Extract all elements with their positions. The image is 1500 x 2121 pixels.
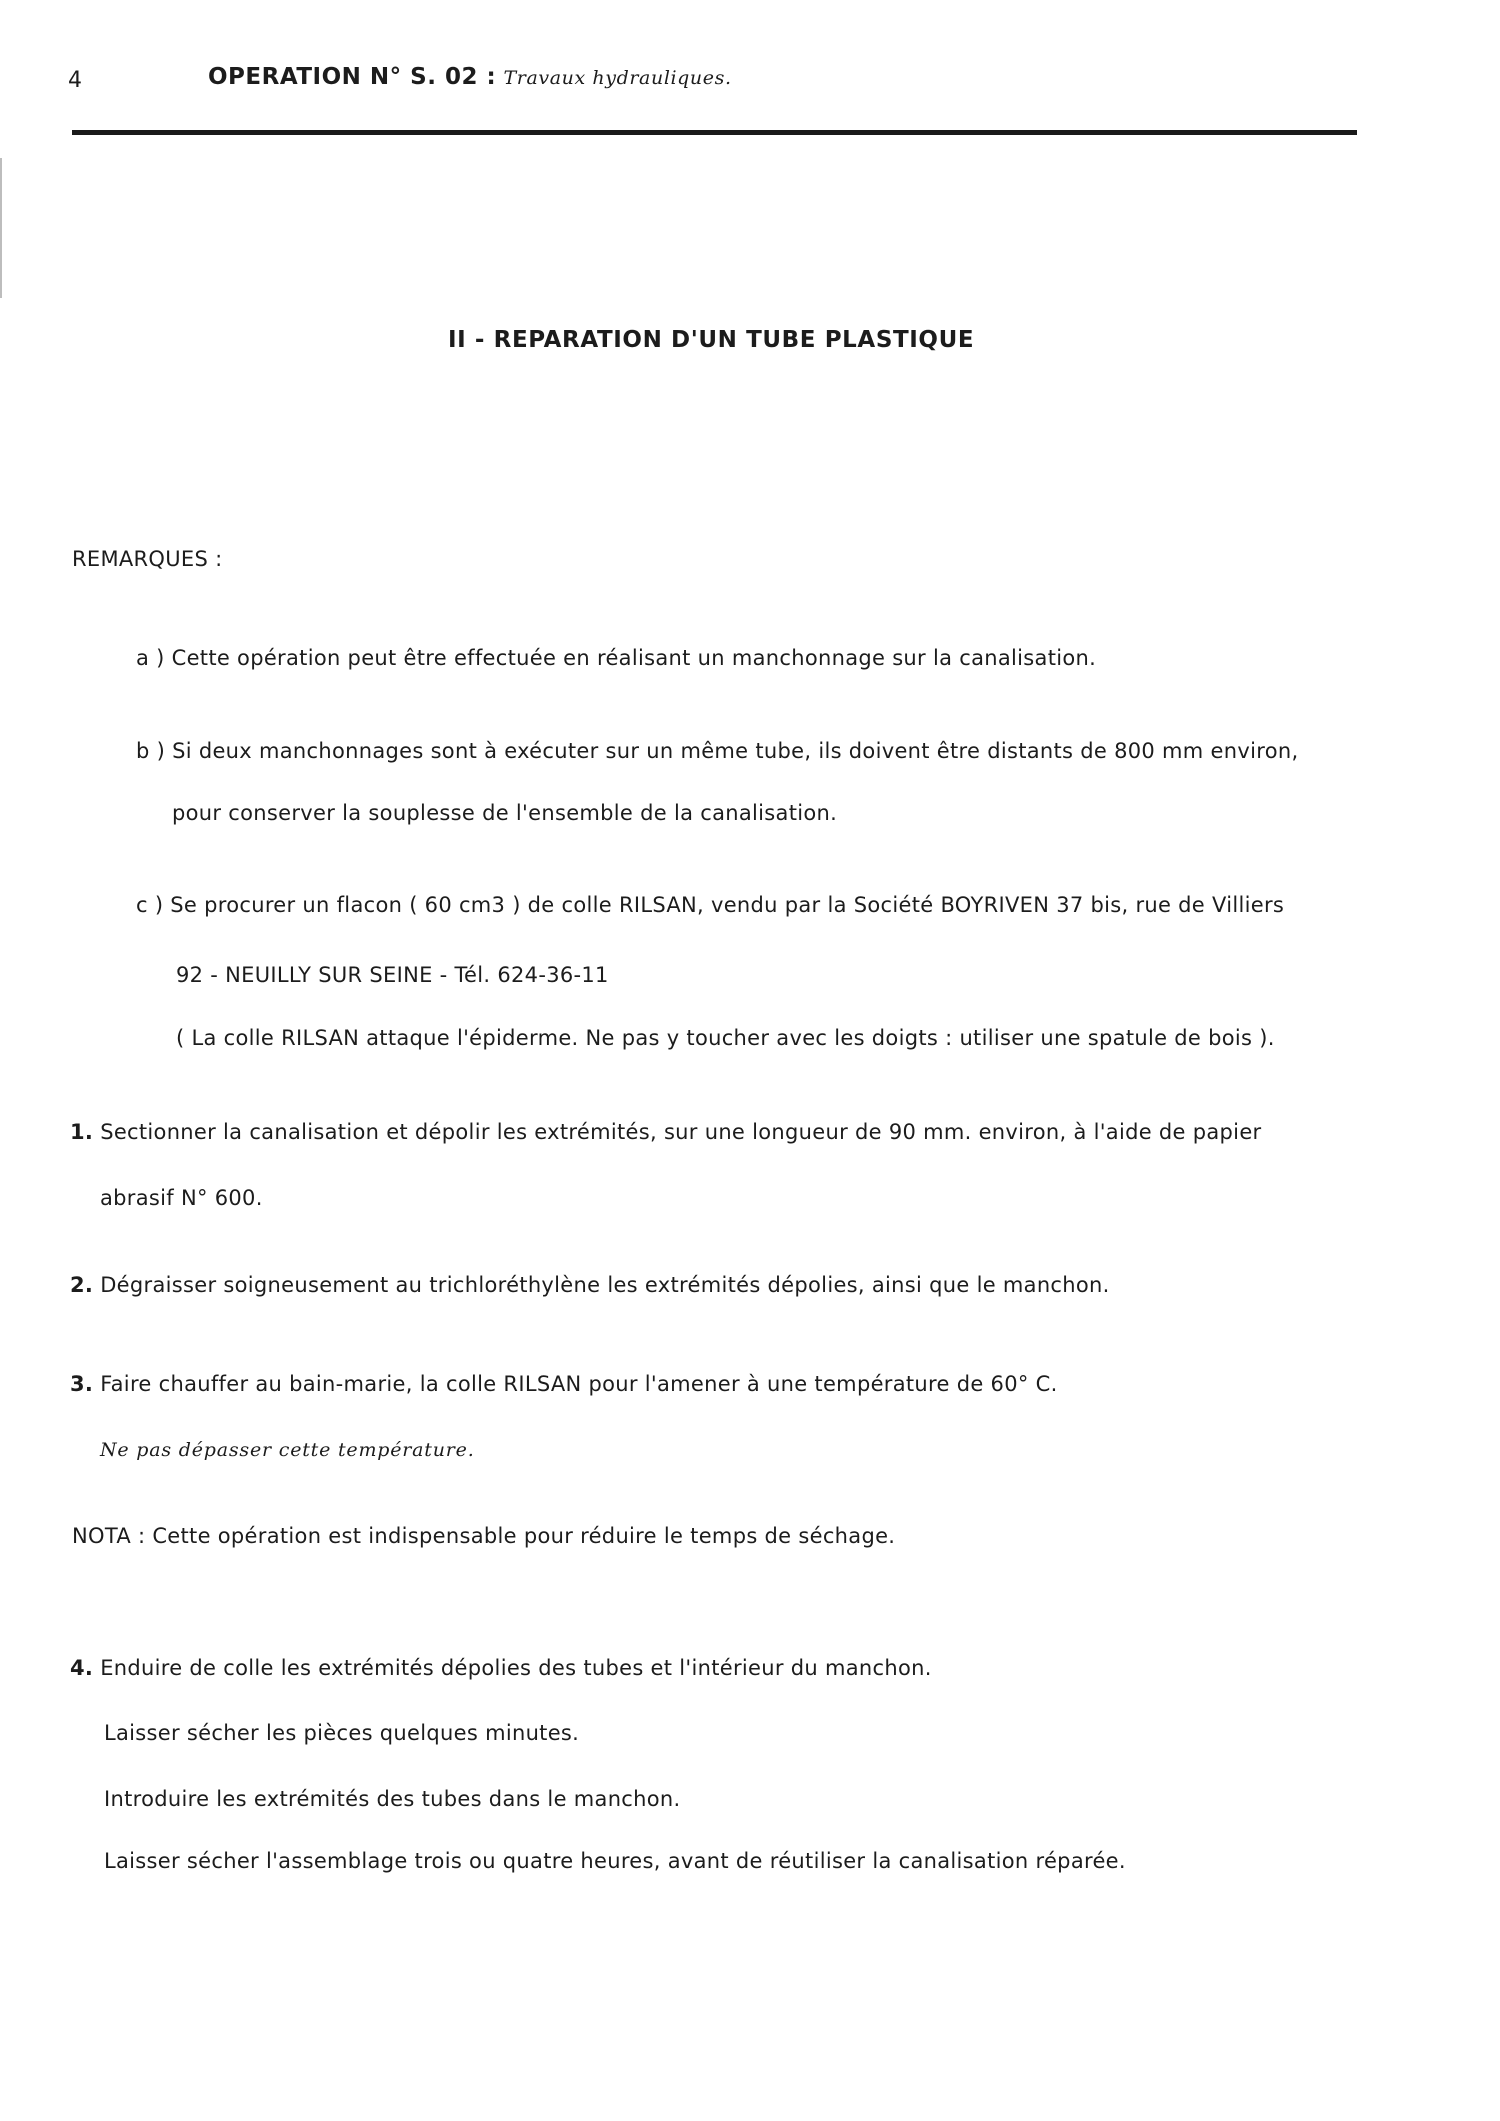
step-4-line3: Introduire les extrémités des tubes dans le manchon. [104, 1787, 681, 1811]
step-1-line2: abrasif N° 600. [100, 1186, 263, 1210]
step-4-line1: Enduire de colle les extrémités dépolies des tubes et l'intérieur du manchon. [100, 1656, 932, 1680]
step-4-line4: Laisser sécher l'assemblage trois ou quatre heures, avant de réutiliser la canalisation réparée. [104, 1849, 1126, 1873]
header-rule [72, 130, 1357, 135]
scan-edge-mark [0, 158, 2, 298]
step-3-note: Ne pas dépasser cette température. [100, 1439, 475, 1461]
step-1-number: 1. [70, 1120, 94, 1144]
step-3 [70, 1372, 1058, 1396]
step-2 [70, 1273, 1110, 1297]
page-number: 4 [68, 68, 82, 93]
step-4 [70, 1656, 932, 1680]
step-1-line1: Sectionner la canalisation et dépolir les extrémités, sur une longueur de 90 mm. environ, à l'aide de papier [100, 1120, 1262, 1144]
step-4-number: 4. [70, 1656, 94, 1680]
remark-c-line2: 92 - NEUILLY SUR SEINE - Tél. 624-36-11 [176, 963, 609, 987]
remark-a: a ) Cette opération peut être effectuée en réalisant un manchonnage sur la canalisation. [136, 646, 1097, 670]
section-title: II - REPARATION D'UN TUBE PLASTIQUE [448, 327, 975, 353]
remark-b-line1: b ) Si deux manchonnages sont à exécuter sur un même tube, ils doivent être distants de 800 mm environ, [136, 739, 1299, 763]
step-3-number: 3. [70, 1372, 94, 1396]
remark-b-line2: pour conserver la souplesse de l'ensemble de la canalisation. [172, 801, 838, 825]
operation-label: OPERATION N° S. 02 : [208, 64, 497, 90]
step-1 [70, 1120, 1261, 1144]
remark-c-line3: ( La colle RILSAN attaque l'épiderme. Ne pas y toucher avec les doigts : utiliser une spatule de bois ). [176, 1026, 1275, 1050]
remark-c-line1: c ) Se procurer un flacon ( 60 cm3 ) de colle RILSAN, vendu par la Société BOYRIVEN 37 bis, rue de Villiers [136, 893, 1285, 917]
step-3-text: Faire chauffer au bain-marie, la colle RILSAN pour l'amener à une température de 60° C. [100, 1372, 1058, 1396]
nota: NOTA : Cette opération est indispensable pour réduire le temps de séchage. [72, 1524, 896, 1548]
step-4-line2: Laisser sécher les pièces quelques minutes. [104, 1721, 580, 1745]
step-2-text: Dégraisser soigneusement au trichloréthylène les extrémités dépolies, ainsi que le manchon. [100, 1273, 1110, 1297]
page-header [208, 64, 732, 90]
remarques-heading: REMARQUES : [72, 547, 223, 571]
operation-subtitle: Travaux hydrauliques. [503, 67, 732, 89]
step-2-number: 2. [70, 1273, 94, 1297]
